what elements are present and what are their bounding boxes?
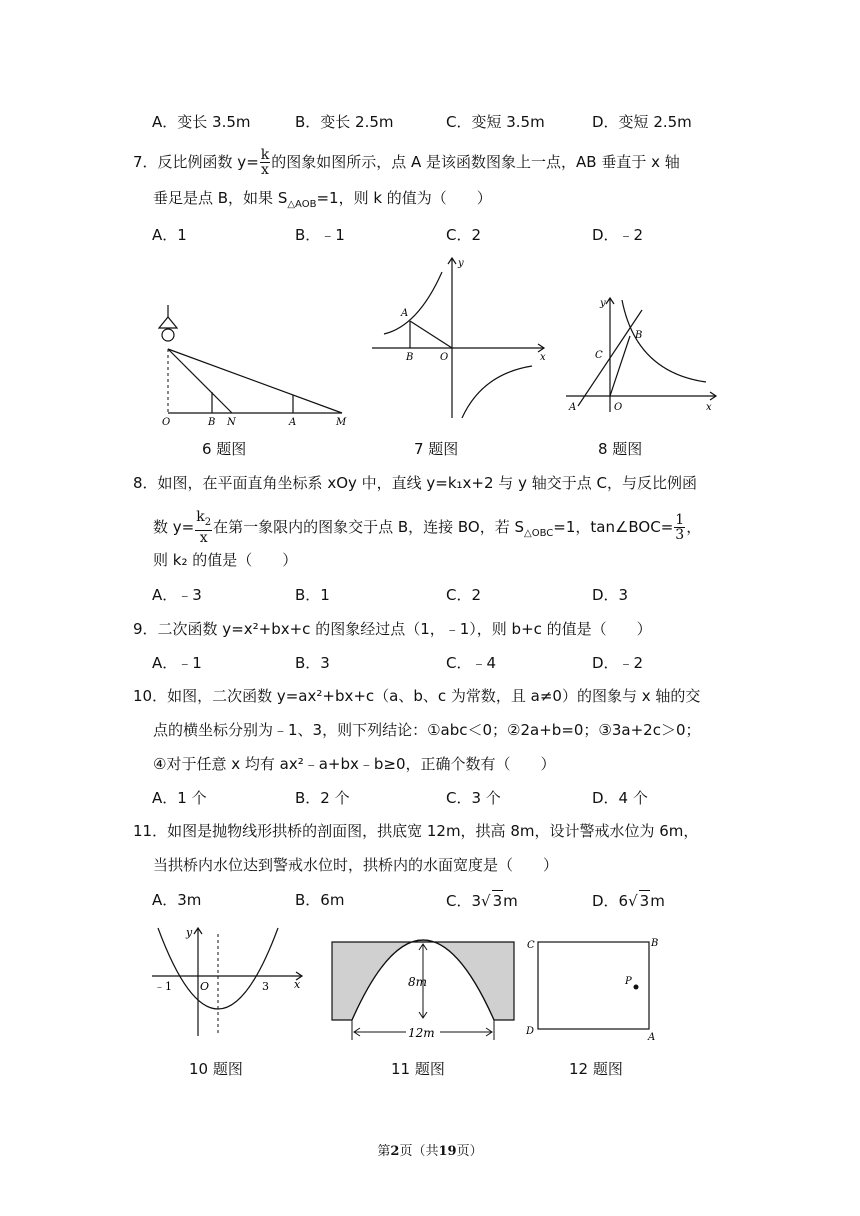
fig11-label-height: 8m <box>408 975 428 989</box>
q7-option-a: A．1 <box>152 226 187 244</box>
q9-option-c: C．﹣4 <box>446 654 497 672</box>
fig12-label-b: B <box>651 938 659 949</box>
q11-option-a: A．3m <box>152 891 202 909</box>
fig8-label-x: x <box>706 402 712 413</box>
fig6-label-n: N <box>227 417 236 428</box>
fig10-label-o: O <box>200 980 210 993</box>
figure-12 <box>520 930 670 1044</box>
fig7-label-x: x <box>540 352 546 363</box>
q7-option-b: B．﹣1 <box>295 226 345 244</box>
q7-line-1: 7．反比例函数 y= $\frac{k}{x}$ 的图象如图所示，点 A 是该函数图象上一点，AB 垂直于 x 轴 <box>133 147 680 178</box>
fig8-label-b: B <box>635 330 643 341</box>
caption-fig6: 6 题图 <box>202 440 247 458</box>
caption-fig12: 12 题图 <box>569 1060 623 1078</box>
q10-line-2: 点的横坐标分别为﹣1、3，则下列结论：①abc＜0；②2a+b=0；③3a+2c＞0； <box>153 721 701 739</box>
q6-option-b: B．变长 2.5m <box>295 113 394 131</box>
q6-option-d: D．变短 2.5m <box>592 113 692 131</box>
q8-fraction-tan: $\frac{1}{3}$ <box>675 511 685 543</box>
q10-option-a: A．1 个 <box>152 789 207 807</box>
caption-fig8: 8 题图 <box>598 440 643 458</box>
q11-option-d: D．6√ 3m <box>592 892 665 910</box>
fig7-label-y: y <box>458 258 464 269</box>
fig8-label-y: y <box>600 298 606 309</box>
fig10-label-y: y <box>186 926 193 939</box>
fig10-label-3: 3 <box>262 980 269 993</box>
fig8-label-c: C <box>595 350 603 361</box>
q6-option-c: C．变短 3.5m <box>446 113 545 131</box>
caption-fig7: 7 题图 <box>414 440 459 458</box>
figure-6 <box>150 295 360 430</box>
figure-7 <box>368 252 558 424</box>
fig7-label-a: A <box>401 308 409 319</box>
caption-fig11: 11 题图 <box>391 1060 445 1078</box>
q11-option-c: C．3√ 3m <box>446 892 518 910</box>
q8-line-1: 8．如图，在平面直角坐标系 xOy 中，直线 y=k₁x+2 与 y 轴交于点 C，与反比例函 <box>133 474 697 492</box>
fig12-label-c: C <box>527 940 535 951</box>
q9-line-1: 9．二次函数 y=x²+bx+c 的图象经过点（1，﹣1），则 b+c 的值是（ ） <box>133 620 652 638</box>
fig6-label-a: A <box>289 417 297 428</box>
fig8-label-a: A <box>569 402 577 413</box>
q8-line-2: 数 y= $\frac{k_2}{x}$ 在第一象限内的图象交于点 B，连接 BO，若 $S_{\triangle OBC}=1$，tan∠BOC= $\frac{1}{3}$ ， <box>153 509 702 546</box>
q10-line-3: ④对于任意 x 均有 ax²﹣a+bx﹣b≥0，正确个数有（ ） <box>153 755 556 773</box>
caption-fig10: 10 题图 <box>189 1060 243 1078</box>
q7-line-2: 垂足是点 B，如果 $S_{\triangle AOB}=1$，则 k 的值为（ ） <box>153 189 492 210</box>
q9-option-d: D．﹣2 <box>592 654 644 672</box>
q7-option-c: C．2 <box>446 226 482 244</box>
q8-option-c: C．2 <box>446 586 482 604</box>
q9-option-a: A．﹣1 <box>152 654 202 672</box>
fig8-label-o: O <box>614 402 623 413</box>
lamp-bulb-icon <box>162 329 174 341</box>
fig6-label-b: B <box>208 417 216 428</box>
q8-line-3: 则 k₂ 的值是（ ） <box>153 551 298 569</box>
q8-option-d: D．3 <box>592 586 629 604</box>
q7-fraction: $\frac{k}{x}$ <box>260 147 270 178</box>
q10-option-b: B．2 个 <box>295 789 350 807</box>
q10-option-d: D．4 个 <box>592 789 648 807</box>
fig12-label-d: D <box>526 1026 535 1037</box>
fig10-label-neg1: ﹣1 <box>154 980 172 993</box>
q8-option-a: A．﹣3 <box>152 586 202 604</box>
fig12-label-a: A <box>648 1032 656 1043</box>
figure-8 <box>560 290 725 420</box>
figure-10 <box>148 924 308 1042</box>
fig7-label-b: B <box>406 352 414 363</box>
fig12-label-p: P <box>625 976 632 987</box>
q11-line-2: 当拱桥内水位达到警戒水位时，拱桥内的水面宽度是（ ） <box>153 856 559 874</box>
lamp-shade-icon <box>159 317 177 328</box>
q9-option-b: B．3 <box>295 654 330 672</box>
q8-fraction-k2: $\frac{k_2}{x}$ <box>196 509 212 546</box>
q10-line-1: 10．如图，二次函数 y=ax²+bx+c（a、b、c 为常数，且 a≠0）的图象与 x 轴的交 <box>133 687 701 705</box>
point-p <box>634 985 639 990</box>
square-abcd <box>538 942 649 1029</box>
fig11-label-width: 12m <box>408 1026 435 1040</box>
fig6-label-m: M <box>336 417 347 428</box>
q8-option-b: B．1 <box>295 586 330 604</box>
q7-option-d: D．﹣2 <box>592 226 644 244</box>
fig7-label-o: O <box>440 352 449 363</box>
q6-option-a: A．变长 3.5m <box>152 113 251 131</box>
fig6-label-o: O <box>162 417 171 428</box>
figure-11 <box>328 938 518 1042</box>
fig10-label-x: x <box>294 978 301 991</box>
page-footer: 第2页（共19页） <box>377 1144 483 1159</box>
q11-option-b: B．6m <box>295 891 345 909</box>
q10-option-c: C．3 个 <box>446 789 501 807</box>
q11-line-1: 11．如图是抛物线形拱桥的剖面图，拱底宽 12m，拱高 8m，设计警戒水位为 6m， <box>133 822 699 840</box>
